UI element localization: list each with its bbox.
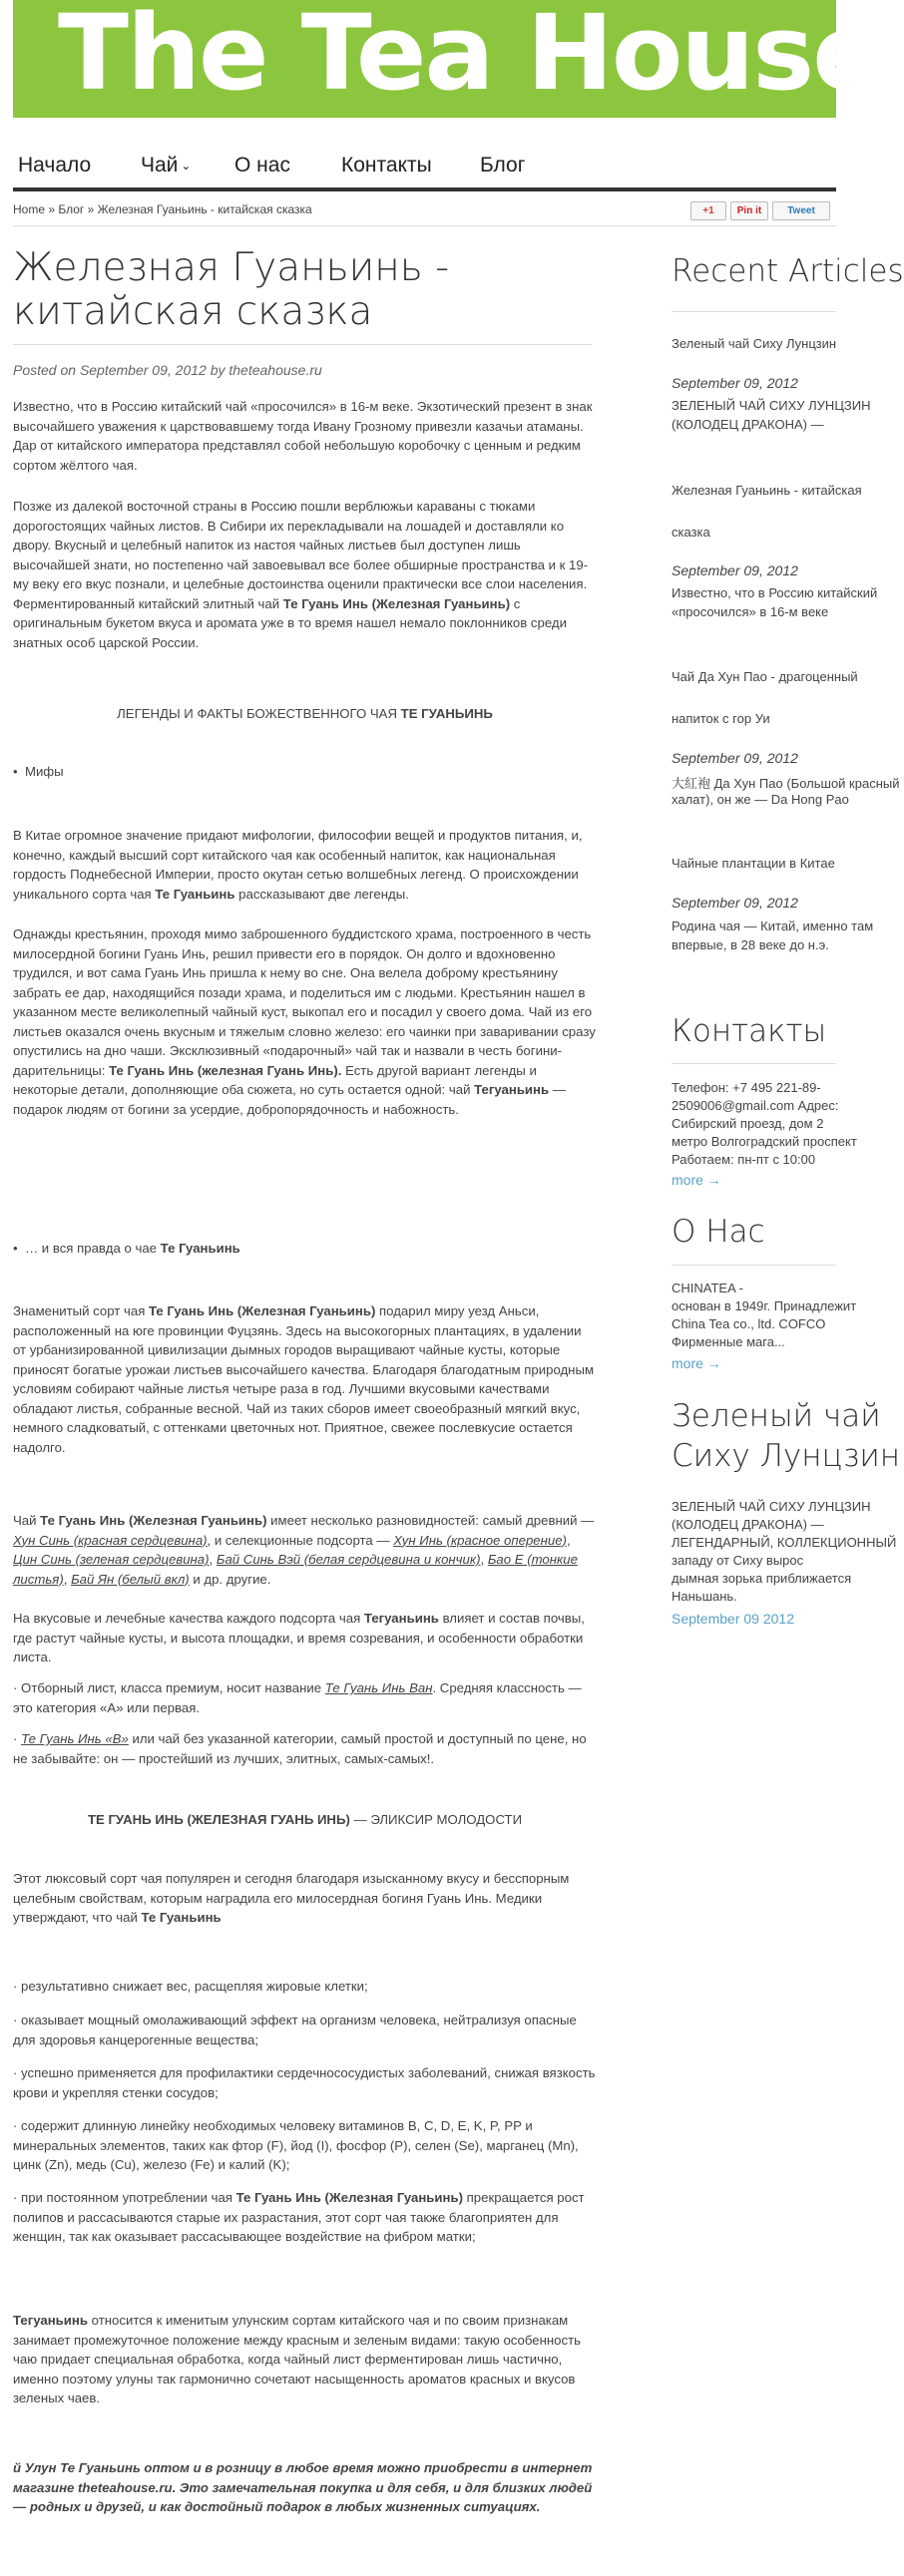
section-heading-legends xyxy=(13,704,597,724)
sidebar-rule xyxy=(672,1265,836,1266)
main-nav xyxy=(13,146,836,191)
tea-name: Те Гуань Инь (железная Гуань Инь). xyxy=(109,1062,342,1078)
text: относится к именитым улунским сортам китайского чая и по своим признакам занимает промежуточное положение между красным и зеленым видами: такую особенность чаю придает специальная обработка, когда чайный лист ферментирован лишь частично, именно поэтому улуны так гармонично сочетают насыщенность ароматов красных и вкусов зеленых чаев. xyxy=(13,2313,581,2405)
recent-article-title[interactable]: Железная Гуаньинь - китайская xyxy=(672,483,862,498)
about-line: China Tea co., ltd. COFCO xyxy=(672,1316,826,1331)
nav-item-about[interactable]: О нас xyxy=(234,154,290,177)
variety-link[interactable]: Те Гуань Инь Ван xyxy=(324,1680,433,1695)
site-banner[interactable] xyxy=(13,0,881,118)
nav-item-blog[interactable]: Блог xyxy=(480,154,526,177)
list-item-basic xyxy=(13,1729,597,1768)
heading-tea: ТЕ ГУАНЬ ИНЬ (ЖЕЛЕЗНАЯ ГУАНЬ ИНЬ) xyxy=(87,1812,350,1827)
about-line: Фирменные мага... xyxy=(672,1334,785,1349)
nav-item-tea-label: Чай xyxy=(141,154,179,177)
recent-article-excerpt: Известно, что в Россию китайский xyxy=(672,585,878,600)
featured-line: Наньшань. xyxy=(672,1589,737,1604)
myths-label: Мифы xyxy=(24,764,64,779)
recent-article-title[interactable]: Чайные плантации в Китае xyxy=(672,856,835,871)
text: с оригинальным букетом вкуса и аромата уже в то время нашел немало поклонников среди знатных особ царской России. xyxy=(13,595,567,650)
tea-name: Те Гуань Инь (Железная Гуаньинь) xyxy=(40,1513,267,1528)
tea-name: Тегуаньинь xyxy=(13,2313,88,2328)
recent-article-title[interactable]: напиток с гор Уи xyxy=(672,711,770,726)
heading-text: ЛЕГЕНДЫ И ФАКТЫ БОЖЕСТВЕННОГО ЧАЯ xyxy=(117,706,397,721)
about-more-link[interactable]: more → xyxy=(672,1355,721,1371)
recent-article-excerpt: Родина чая — Китай, именно там xyxy=(672,919,874,933)
recent-article-excerpt: впервые, в 28 веке до н.э. xyxy=(672,937,829,952)
variety-link[interactable]: Бао Е (тонкие листья) xyxy=(13,1552,578,1587)
list-item-benefit xyxy=(13,2188,597,2247)
text: В Китае огромное значение придают мифологии, философии вещей и продуктов питания, и, конечно, каждый высший сорт китайского чая как особенный напиток, как национальная гордость Поднебесной Империи, просто окутан сетью волшебных легенд. О происхождении уникального сорта чая xyxy=(13,828,583,902)
text: . Средняя классность — это категория «А» или первая. xyxy=(13,1680,582,1715)
sidebar-heading-recent: Recent Articles xyxy=(672,253,904,289)
tea-name: Тегуаньинь xyxy=(474,1082,550,1097)
recent-article-title[interactable]: сказка xyxy=(672,525,710,540)
recent-article-excerpt: ЗЕЛЕНЫЙ ЧАЙ СИХУ ЛУНЦЗИН xyxy=(672,398,871,413)
recent-article-date: September 09, 2012 xyxy=(672,895,798,911)
variety-link[interactable]: Бай Синь Вэй (белая сердцевина и кончик) xyxy=(216,1552,481,1567)
paragraph-promo: й Улун Те Гуаньинь оптом и в розницу в любое время можно приобрести в интернет магазине theteahouse.ru. Это замечательная покупка и для себя, и для близких людей — родных и друзей, и как достойный подарок в любых жизненных ситуациях. xyxy=(13,2460,593,2514)
breadcrumb[interactable]: Home » Блог » Железная Гуаньинь - китайская сказка xyxy=(13,202,312,216)
featured-line: ЛЕГЕНДАРНЫЙ, КОЛЛЕКЦИОННЫЙ xyxy=(672,1535,897,1550)
paragraph-benefits xyxy=(13,1869,597,1928)
paragraph-legend xyxy=(13,924,597,1119)
gplus-button[interactable]: +1 xyxy=(690,201,726,220)
list-item-premium xyxy=(13,1678,597,1717)
contact-line: 2509006@gmail.com Адрес: xyxy=(672,1098,839,1113)
paragraph-intro: Известно, что в Россию китайский чай «просочился» в 16-м веке. Экзотический презент в знак высочайшего уважения к царствовавшему тогда Ивану Грозному привезли казачьи атаманы. Дар от китайского императора представлял собой небольшую коробочку с ценным и редким сортом жёлтого чая. xyxy=(13,399,593,473)
divider xyxy=(13,225,836,226)
text: прекращается рост полипов и рассасываются старые их разрастания, этот сорт чая также благоприятен для женщин, так как оказывает рассасывающее воздействие на фибром матки; xyxy=(13,2190,585,2244)
contacts-more-link[interactable]: more → xyxy=(672,1172,721,1188)
variety-link[interactable]: Хун Синь (красная сердцевина) xyxy=(13,1532,208,1548)
recent-article-date: September 09, 2012 xyxy=(672,375,798,391)
featured-line: дымная зорька приближается xyxy=(672,1571,852,1586)
variety-link[interactable]: Цин Синь (зеленая сердцевина) xyxy=(13,1552,210,1567)
text: — подарок людям от богини за усердие, добропорядочность и набожность. xyxy=(13,1082,566,1117)
text: другие. xyxy=(226,1571,271,1587)
variety-link[interactable]: Бай Ян (белый вкл) xyxy=(71,1571,190,1587)
title-rule xyxy=(13,344,592,345)
text: Есть другой вариант легенды и некоторые детали, дополняющие оба сюжета, но суть остается одной: чай xyxy=(13,1062,537,1097)
nav-item-tea[interactable] xyxy=(141,154,191,178)
text: · xyxy=(13,1731,22,1746)
paragraph-varieties xyxy=(13,1511,597,1589)
about-line: CHINATEA - xyxy=(672,1281,743,1295)
text: , xyxy=(63,1571,68,1587)
text: влияет и состав почвы, где растут чайные кусты, и высота площадки, и время созревания, и особенности обработки листа. xyxy=(13,1611,585,1664)
variety-link[interactable]: Те Гуань Инь «В» xyxy=(21,1731,129,1746)
tea-name: Те Гуаньинь xyxy=(141,1910,222,1925)
text: имеет несколько разновидностей: самый древний — xyxy=(270,1513,595,1528)
contact-line: Телефон: +7 495 221-89- xyxy=(672,1080,821,1095)
featured-line: (КОЛОДЕЦ ДРАКОНА) — xyxy=(672,1517,824,1532)
sidebar-rule xyxy=(672,311,836,312)
text: · при постоянном употреблении чая xyxy=(13,2190,232,2205)
recent-article-excerpt: (КОЛОДЕЦ ДРАКОНА) — xyxy=(672,417,824,432)
text: Этот люксовый сорт чая популярен и сегодня благодаря изысканному вкусу и бесспорным целебным свойствам, которым наградила его милосердная богиня Гуань Инь. Медики утверждают, что чай xyxy=(13,1871,570,1925)
pinit-button[interactable]: Pin it xyxy=(730,201,768,220)
section-heading-elixir xyxy=(13,1810,597,1830)
featured-title[interactable]: Сиху Лунцзин xyxy=(672,1438,901,1474)
list-item-benefit: · успешно применяется для профилактики сердечнососудистых заболеваний, снижая вязкость крови и укрепляя стенки сосудов; xyxy=(13,2065,596,2100)
recent-article-excerpt: 大紅袍 Да Хун Пао (Большой красный xyxy=(672,776,900,791)
featured-title[interactable]: Зеленый чай xyxy=(672,1398,881,1434)
recent-article-title[interactable]: Зеленый чай Сиху Лунцзин xyxy=(672,336,837,351)
text: · Отборный лист, класса премиум, носит название xyxy=(13,1680,322,1695)
tea-name: Те Гуаньинь xyxy=(160,1241,240,1256)
contact-line: Работаем: пн-пт с 10:00 xyxy=(672,1152,816,1167)
text: Чай xyxy=(13,1513,37,1528)
text: и др. xyxy=(193,1571,224,1587)
paragraph-history xyxy=(13,497,597,652)
text: Однажды крестьянин, проходя мимо заброшенного буддистского храма, построенного в честь милосердной богини Гуань Инь, решил привести его в порядок. Он долго и вдохновенно трудился, и вот сама Гуань Инь пришла к нему во сне. Она велела доброму крестьянину забрать ее дар, находящийся позади храма, и поделиться им с людьми. Крестьянин нашел в указанном месте великолепный чайный куст, выкопал его и посадил у своего дома. Чай из его листьев оказался очень вкусным и тяжелым словно железо: его чаинки при заваривании сразу опустились на дно чаши. Эксклюзивный «подарочный» чай так и назвали в честь богини-дарительницы: xyxy=(13,926,596,1078)
featured-line: западу от Сиху вырос xyxy=(672,1553,804,1568)
site-title: The Tea House xyxy=(58,0,881,114)
text: рассказывают две легенды. xyxy=(238,886,409,902)
paragraph-quality xyxy=(13,1609,597,1667)
paragraph-mythology xyxy=(13,826,597,904)
tea-name: Те Гуань Инь (Железная Гуаньинь) xyxy=(149,1303,376,1318)
paragraph-origin xyxy=(13,1301,597,1457)
post-meta: Posted on September 09, 2012 by theteahouse.ru xyxy=(13,362,322,378)
recent-article-date: September 09, 2012 xyxy=(672,750,798,766)
recent-article-excerpt: халат), он же — Da Hong Pao xyxy=(672,792,849,807)
list-item-benefit: · содержит длинную линейку необходимых человеку витаминов B, C, D, E, K, P, PP и минеральных элементов, таких как фтор (F), йод (I), фосфор (P), селен (Se), марганец (Mn), цинк (Zn), медь (Cu), железо (Fe) и калий (K); xyxy=(13,2118,579,2172)
tea-name: Те Гуань Инь (Железная Гуаньинь) xyxy=(282,595,511,611)
paragraph-oolong xyxy=(13,2311,597,2408)
featured-date: September 09 2012 xyxy=(672,1611,794,1627)
contact-line: метро Волгоградский проспект xyxy=(672,1134,857,1149)
about-line: основан в 1949г. Принадлежит xyxy=(672,1298,857,1313)
chevron-down-icon: ⌄ xyxy=(181,159,192,174)
text: подарил миру уезд Аньси, расположенный на юге провинции Фуцзянь. Здесь на высокогорных плантациях, в удалении от урбанизированной цивилизации дымных городов выращивают чайные кусты, которые приносят богатые урожаи листьев высочайшего качества. Благодаря благодатным природным условиям собирают чайные листья четыре раза в год. Лучшими вкусовыми качествами обладают листья, собранные весной. Чай из таких сборов имеет своеобразный мягкий вкус, немного сладковатый, с оттенками цветочных нот. Приятное, свежее послевкусие остается надолго. xyxy=(13,1303,595,1455)
heading-tea: ТЕ ГУАНЬИНЬ xyxy=(400,706,493,721)
list-item-benefit: · результативно снижает вес, расщепляя жировые клетки; xyxy=(13,1979,368,1994)
recent-article-date: September 09, 2012 xyxy=(672,562,798,578)
list-item-myths: • Мифы xyxy=(13,764,64,779)
tea-name: Те Гуаньинь xyxy=(155,886,235,902)
sidebar-rule xyxy=(672,1063,836,1064)
nav-item-home[interactable]: Начало xyxy=(18,154,92,177)
text: Знаменитый сорт чая xyxy=(13,1303,146,1318)
recent-article-excerpt: «просочился» в 16-м веке xyxy=(672,604,829,619)
list-item-benefit: · оказывает мощный омолаживающий эффект на организм человека, нейтрализуя опасные для здоровья канцерогенные вещества; xyxy=(13,2013,577,2047)
variety-link[interactable]: Хун Инь (красное оперение) xyxy=(393,1532,567,1548)
text: , xyxy=(566,1532,571,1548)
sidebar-heading-contacts: Контакты xyxy=(672,1013,827,1049)
recent-article-title[interactable]: Чай Да Хун Пао - драгоценный xyxy=(672,669,858,684)
nav-item-contacts[interactable]: Контакты xyxy=(341,154,432,177)
contact-line: Сибирский проезд, дом 2 xyxy=(672,1116,824,1131)
truth-label: … и вся правда о чае xyxy=(24,1241,157,1256)
heading-text: — ЭЛИКСИР МОЛОДОСТИ xyxy=(353,1812,523,1827)
text: или чай без указанной категории, самый простой и доступный по цене, но не забывайте: он — простейший из лучших, элитных, самых-самых!. xyxy=(13,1731,587,1766)
list-item-truth: • … и вся правда о чае Те Гуаньинь xyxy=(13,1241,240,1256)
text: Позже из далекой восточной страны в Россию пошли верблюжьи караваны с тюками дорогостоящих чайных листов. В Сибири их перекладывали на лошадей и доставляли ко двору. Вкусный и целебный напиток из настоя чайных листьев был доступен лишь высочайшей знати, но постепенно чай завоевывал все более обширные пространства и к 19-му веку его вкус познали, и целебные достоинства оценили практически все слои населения. Ферментированный китайский элитный чай xyxy=(13,499,589,611)
text: На вкусовые и лечебные качества каждого подсорта чая xyxy=(13,1611,361,1626)
text: , xyxy=(209,1552,214,1567)
text: , и селекционные подсорта — xyxy=(207,1532,390,1548)
tea-name: Те Гуань Инь (Железная Гуаньинь) xyxy=(235,2190,463,2205)
post-title: Железная Гуаньинь - китайская сказка xyxy=(13,245,450,334)
featured-line: ЗЕЛЕНЫЙ ЧАЙ СИХУ ЛУНЦЗИН xyxy=(672,1499,871,1514)
tea-name: Тегуаньинь xyxy=(363,1611,439,1626)
tweet-button[interactable]: Tweet xyxy=(772,201,830,220)
text: , xyxy=(480,1552,485,1567)
sidebar-heading-about: О Нас xyxy=(672,1214,765,1250)
